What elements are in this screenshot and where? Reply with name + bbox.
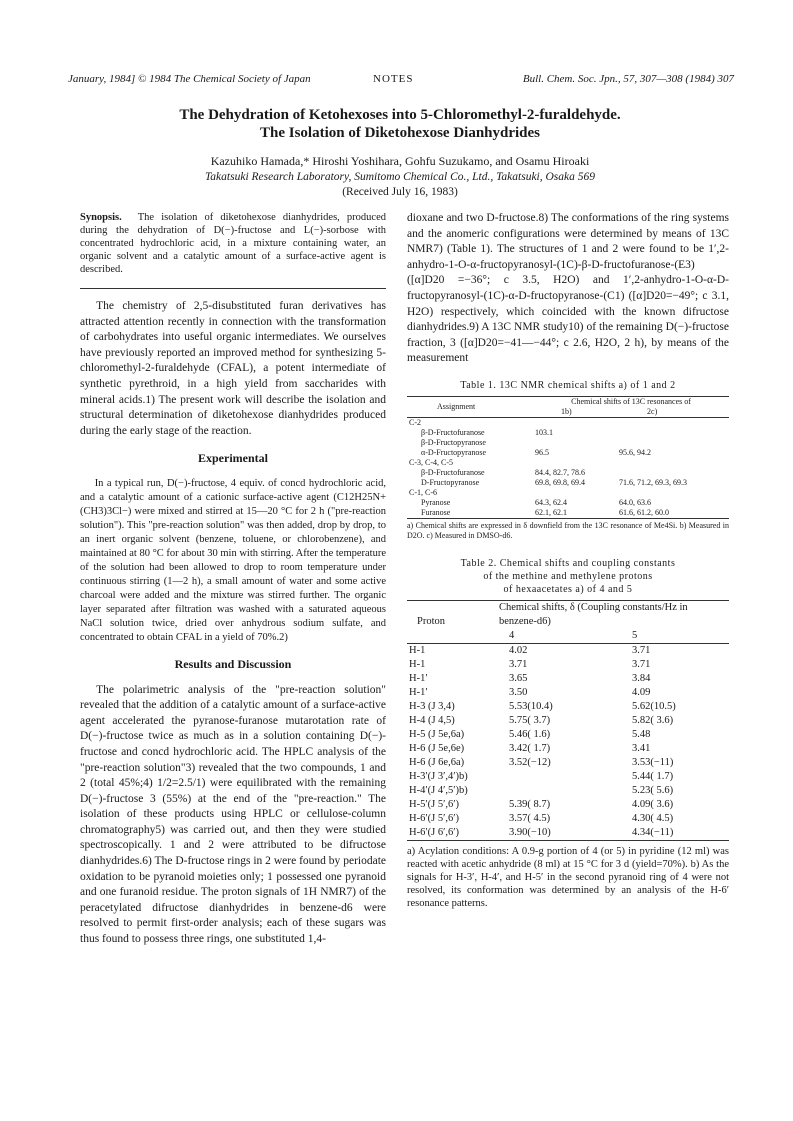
table2-cell-a: 4.02 (509, 644, 528, 656)
table2-cell-p: H-6 (J 6e,6a) (409, 756, 465, 768)
table1-cell-label: α-D-Fructopyranose (421, 447, 487, 457)
table1-body (407, 417, 729, 518)
table2-header-proton: Proton (417, 615, 446, 627)
table2-cell-b: 4.09( 3.6) (632, 798, 674, 810)
table2-cell-p: H-1 (409, 644, 426, 656)
table2-cell-a: 5.75( 3.7) (509, 714, 551, 726)
table2-cell-b: 4.30( 4.5) (632, 812, 674, 824)
table1-cell-v1: 84.4, 82.7, 78.6 (535, 467, 586, 477)
table1-cell-label: D-Fructopyranose (421, 477, 480, 487)
table1-cell-v1 (533, 458, 617, 468)
title-line: The Isolation of Diketohexose Dianhydrides (259, 125, 541, 141)
table1-cell-v2: 61.6, 61.2, 60.0 (619, 507, 670, 517)
table2-cell-p: H-3 (J 3,4) (409, 700, 455, 712)
section-heading-experimental: Experimental (198, 451, 268, 466)
table2-cell-a: 3.71 (509, 658, 528, 670)
table1-footnote: a) Chemical shifts are expressed in δ downfield from the 13C resonance of Me4Si. b) Measured in D2O. c) Measured in DMSO-d6. (407, 520, 729, 540)
table2-row (407, 798, 729, 812)
table1-cell-v1: 69.8, 69.8, 69.4 (535, 477, 586, 487)
table1-cell-v1: 62.1, 62.1 (535, 507, 568, 517)
table2-title-line: of hexaacetates a) of 4 and 5 (503, 583, 633, 595)
section-heading-results: Results and Discussion (174, 656, 292, 671)
table1-cell-label: C-3, C-4, C-5 (409, 457, 453, 467)
table2-cell-b: 3.84 (632, 672, 651, 684)
header-citation: Bull. Chem. Soc. Jpn., 57, 307—308 (1984) 307 (522, 73, 734, 85)
table1-cell-label: Furanose (421, 507, 451, 517)
table1 (407, 396, 729, 519)
table2-row (407, 728, 729, 742)
table1-header-group: Chemical shifts of 13C resonances of (571, 396, 691, 406)
table2-header-group: Chemical shifts, δ (Coupling constants/Hz in benzene-d6) (499, 601, 688, 627)
table1-cell-v1 (533, 438, 617, 448)
table2-cell-b: 5.23( 5.6) (632, 784, 674, 796)
table1-cell-v2: 95.6, 94.2 (619, 447, 652, 457)
table1-cell-v1 (533, 417, 617, 428)
running-header (68, 73, 734, 87)
table1-row (407, 458, 729, 468)
table2-cell-b: 3.71 (632, 644, 651, 656)
synopsis-divider (80, 288, 386, 289)
table1-cell-v2: 64.0, 63.6 (619, 497, 652, 507)
table2-row (407, 826, 729, 841)
table2-cell-a: 3.52(−12) (509, 756, 551, 768)
table2-row (407, 756, 729, 770)
table1-row (407, 478, 729, 488)
table2-cell-a: 5.39( 8.7) (509, 798, 551, 810)
left-column (80, 211, 386, 948)
table1-row (407, 468, 729, 478)
table2-cell-b: 4.34(−11) (632, 826, 674, 838)
table2-cell-p: H-5 (J 5e,6a) (409, 728, 465, 740)
intro-paragraph: The chemistry of 2,5-disubstituted furan derivatives has attracted attention recently in connection with the transformation of carbohydrates into useful organic intermediates. We ourselves have previously reported an improved method for synthesizing 5-chloromethyl-2-furaldehyde (CFAL), a potent intermediate of synthetic pyrethroid, in a high yield from saccharides with mineral acids.1) The present work will describe the isolation and structural determination of diketohexose dianhydrides produced during the early stage of the reaction. (80, 300, 386, 437)
table2 (407, 600, 729, 841)
table2-cell-p: H-1′ (409, 686, 428, 698)
table1-header-assignment: Assignment (437, 401, 476, 411)
table2-cell-a: 3.50 (509, 686, 528, 698)
table1-cell-v2 (617, 488, 729, 498)
table2-cell-p: H-3′(J 3′,4′)b) (409, 770, 468, 782)
table1-header-col1: 1b) (561, 406, 572, 416)
table1-row (407, 417, 729, 428)
synopsis-label: Synopsis. (80, 212, 122, 223)
table2-cell-p: H-6 (J 5e,6e) (409, 742, 465, 754)
table1-cell-v1: 96.5 (535, 447, 550, 457)
table2-cell-p: H-6′(J 6′,6′) (409, 826, 460, 838)
table1-cell-v1: 103.1 (535, 427, 554, 437)
title-line: The Dehydration of Ketohexoses into 5-Chloromethyl-2-furaldehyde. (179, 107, 621, 123)
table2-row (407, 643, 729, 658)
table2-cell-p: H-5′(J 5′,6′) (409, 798, 460, 810)
table2-cell-p: H-4 (J 4,5) (409, 714, 455, 726)
table2-cell-b: 5.82( 3.6) (632, 714, 674, 726)
right-column (407, 211, 729, 910)
results-continued-paragraph: dioxane and two D-fructose.8) The conformations of the ring systems and the anomeric configurations were determined by means of 13C NMR7) (Table 1). The structures of 1 and 2 were found to be 1′,2-anhydro-1-O-α-fructopyranosyl-(1C)-β-D-fructofuranose-(E3) ([α]D20 =−36°; c 3.5, H2O) and 1′,2-anhydro-1-O-α-D-fructopyranosyl-(1C)-α-D-fructopyranose-(C1) ([α]D20=−49°; c 3.1, H2O) respectively, which coincided with the known difructose dianhydrides.9) A 13C NMR study10) of the remaining D(−)-fructose fraction, 3 ([α]D20=−41—−44°; c 2.6, H2O, 2 h), by means of the measurement (407, 212, 729, 365)
table1-cell-label: β-D-Fructopyranose (421, 437, 486, 447)
table2-cell-a: 3.42( 1.7) (509, 742, 551, 754)
table2-title-line: Table 2. Chemical shifts and coupling constants (460, 557, 676, 569)
table2-footnote: a) Acylation conditions: A 0.9-g portion of 4 (or 5) in pyridine (12 ml) was reacted with acetic anhydride (8 ml) at 15 °C for 3 d (yield=70%). b) As the signals for H-3′, H-4′, and H-5′ in the second pyranoid ring of 4 were not resolved, its conformation was determined by an analysis of the H-6′ resonance patterns. (407, 845, 729, 909)
table1-row (407, 488, 729, 498)
table1-cell-label: β-D-Fructofuranose (421, 467, 485, 477)
header-section: NOTES (373, 73, 414, 85)
table1-cell-v2 (617, 438, 729, 448)
article-title (60, 106, 740, 142)
table1-cell-v1: 64.3, 62.4 (535, 497, 568, 507)
table2-row (407, 672, 729, 686)
table2-cell-b: 3.71 (632, 658, 651, 670)
table2-header-col5: 5 (632, 629, 638, 641)
table2-row (407, 812, 729, 826)
table2-cell-p: H-6′(J 5′,6′) (409, 812, 460, 824)
table2-title-line: of the methine and methylene protons (483, 570, 653, 582)
table2-cell-a: 3.65 (509, 672, 528, 684)
table2-row (407, 686, 729, 700)
table2-cell-a: 3.90(−10) (509, 826, 551, 838)
table2-cell-p: H-4′(J 4′,5′)b) (409, 784, 468, 796)
affiliation: Takatsuki Research Laboratory, Sumitomo Chemical Co., Ltd., Takatsuki, Osaka 569 (204, 171, 596, 183)
received-date: (Received July 16, 1983) (342, 186, 458, 198)
table1-cell-v2 (617, 458, 729, 468)
table1-row (407, 498, 729, 508)
table1-row (407, 508, 729, 519)
table2-cell-a: 5.53(10.4) (509, 700, 553, 712)
table2-cell-b: 3.41 (632, 742, 651, 754)
table2-row (407, 742, 729, 756)
table2-row (407, 700, 729, 714)
table2-row (407, 714, 729, 728)
table2-header-col4: 4 (509, 629, 515, 641)
table2-cell-b: 4.09 (632, 686, 651, 698)
table1-cell-v2 (617, 468, 729, 478)
results-paragraph: The polarimetric analysis of the "pre-reaction solution" revealed that the addition of a catalytic amount of a surface-active agent accelerated the pyranose-furanose mutarotation rate of D(−)-fructose twice as much as in a solution containing D(−)-fructose and concd hydrochloric acid. The HPLC analysis of the "pre-reaction solution"3) revealed that the two compounds, 1 and 2 (total 45%;4) 1/2=2.5/1) were equilibrated with the remaining D(−)-fructose 3 (55%) at the end of the "pre-reaction." The isolation of these products using HPLC or cellulose-column chromatography5) was carried out, and then they were studied spectroscopically. 1 and 2 were attributed to be difructose dianhydrides.6) The D-fructose rings in 2 were found by periodate oxidation to be pyranoid moieties only; 1 possessed one pyranoid and one furanoid residue. The proton signals of 1H NMR7) of the peracetylated difructose dianhydrides in benzene-d6 were resolved to permit first-order analysis; each of these sugars was thus found to possess three rings, one substituted 1,4- (80, 683, 386, 946)
table2-cell-a: 3.57( 4.5) (509, 812, 551, 824)
table2-row (407, 770, 729, 784)
table2-cell-a (497, 784, 606, 798)
table2-title (407, 557, 729, 596)
table1-cell-v2 (617, 417, 729, 428)
table1-row (407, 428, 729, 438)
table2-cell-b: 5.44( 1.7) (632, 770, 674, 782)
table2-cell-b: 3.53(−11) (632, 756, 674, 768)
table1-title: Table 1. 13C NMR chemical shifts a) of 1 and 2 (460, 379, 676, 391)
table1-cell-label: C-1, C-6 (409, 487, 437, 497)
table1-cell-v2: 71.6, 71.2, 69.3, 69.3 (619, 477, 688, 487)
table2-cell-a: 5.46( 1.6) (509, 728, 551, 740)
synopsis-text: The isolation of diketohexose dianhydrides, produced during the dehydration of D(−)-fructose and L(−)-sorbose with concentrated hydrochloric acid, in a mixture containing water, an organic solvent and a catalytic amount of a surface-active agent is described. (80, 212, 386, 275)
table2-cell-a (497, 770, 606, 784)
table1-row (407, 448, 729, 458)
table1-cell-v1 (533, 488, 617, 498)
table1-header-col2: 2c) (647, 406, 658, 416)
table1-cell-label: β-D-Fructofuranose (421, 427, 485, 437)
table2-cell-p: H-1′ (409, 672, 428, 684)
experimental-paragraph: In a typical run, D(−)-fructose, 4 equiv. of concd hydrochloric acid, and a catalytic amount of a cationic surface-active agent (C12H25N+(CH3)3Cl−) were mixed and stirred at 15—20 °C for 2 h ("pre-reaction solution"). This "pre-reaction solution" was then added, drop by drop, to an inert organic solvent (benzene, toluene, or chlorobenzene), and maintained at 80 °C for about 30 min with stirring. After the temperature of the solution had been allowed to drop to room temperature under continuous stirring (1—2 h), a small amount of water and some active charcoal were added and the mixture was stirred further. The organic layer separated after filtration was washed with a saturated aqueous NaCl solution twice, dried over anhydrous sodium sulfate, and concentrated to obtain CFAL in a yield of 70%.2) (80, 477, 386, 643)
header-date-copyright: January, 1984] © 1984 The Chemical Society of Japan (68, 73, 311, 85)
table1-cell-label: C-2 (409, 417, 421, 427)
table2-body (407, 643, 729, 840)
table1-cell-label: Pyranose (421, 497, 451, 507)
table2-cell-b: 5.62(10.5) (632, 700, 676, 712)
table2-row (407, 658, 729, 672)
table2-row (407, 784, 729, 798)
table1-row (407, 438, 729, 448)
author-list: Kazuhiko Hamada,* Hiroshi Yoshihara, Gohfu Suzukamo, and Osamu Hiroaki (210, 154, 590, 168)
table2-cell-b: 5.48 (632, 728, 651, 740)
table2-cell-p: H-1 (409, 658, 426, 670)
table1-cell-v2 (617, 428, 729, 438)
synopsis (80, 211, 386, 276)
